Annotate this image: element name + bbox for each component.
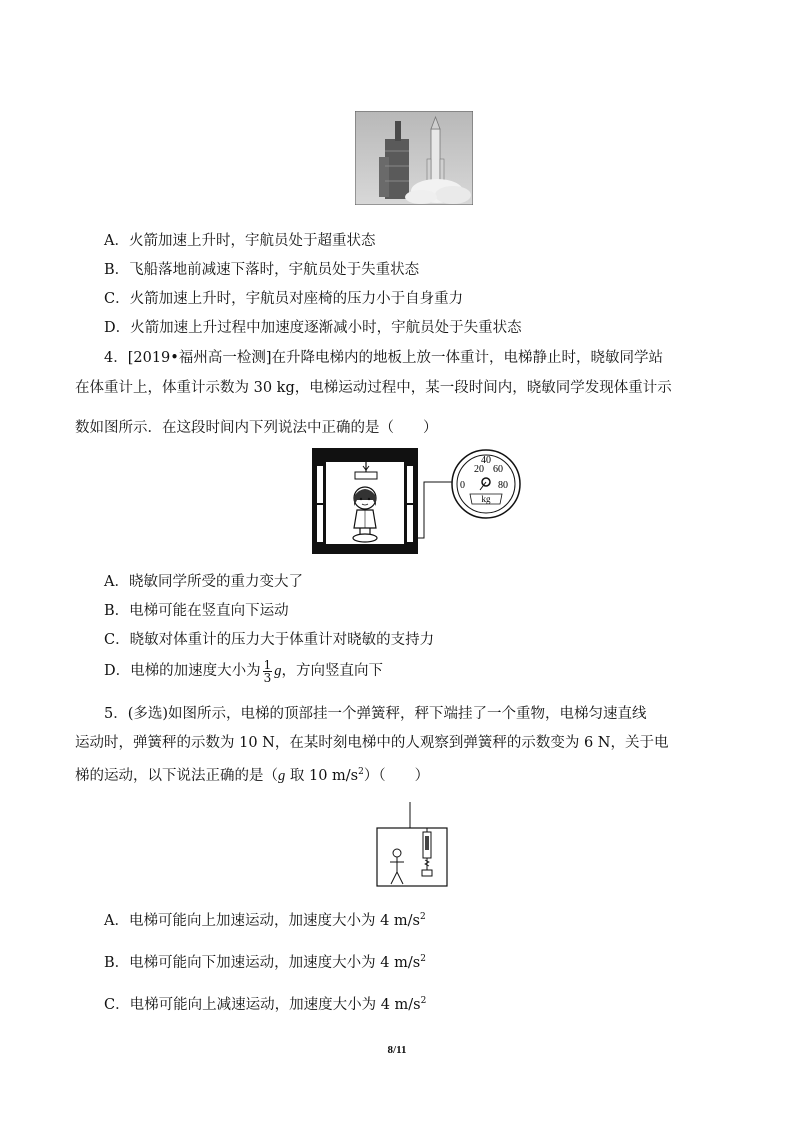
q5-option-b-sup: 2: [420, 954, 426, 964]
dial-tick-20: 20: [474, 464, 484, 475]
rocket-launch-photo: [355, 111, 473, 205]
q3-option-d: D．火箭加速上升过程中加速度逐渐减小时，宇航员处于失重状态: [104, 320, 522, 336]
q4-option-a: A．晓敏同学所受的重力变大了: [104, 574, 303, 590]
fraction: [263, 659, 273, 684]
q4-stem-line2: 在体重计上，体重计示数为 30 kg，电梯运动过程中，某一段时间内，晓敏同学发现体重计示: [75, 380, 672, 396]
q5-stem-line3-sup: 2: [358, 767, 364, 777]
q5-option-a: [104, 907, 426, 931]
fraction-numerator: 1: [263, 657, 272, 672]
q5-stem-line1: 5．(多选)如图所示，电梯的顶部挂一个弹簧秤，秤下端挂了一个重物，电梯匀速直线: [104, 706, 647, 722]
q5-option-b-text: B．电梯可能向下加速运动，加速度大小为 4 m/s: [104, 954, 421, 971]
q4-option-c: C．晓敏对体重计的压力大于体重计对晓敏的支持力: [104, 632, 435, 648]
q4-option-d-pre: D．电梯的加速度大小为: [104, 663, 261, 679]
q5-stem-line3: [75, 762, 429, 786]
q5-option-c: [104, 991, 426, 1015]
q5-option-b: [104, 949, 426, 973]
q5-option-a-sup: 2: [420, 912, 426, 922]
q5-stem-line2: 运动时，弹簧秤的示数为 10 N，在某时刻电梯中的人观察到弹簧秤的示数变为 6 N，关于电: [75, 735, 669, 751]
q5-stem-line3-pre: 梯的运动，以下说法正确的是（: [75, 767, 278, 784]
page-number: 8/11: [387, 1044, 407, 1056]
q4-stem-line3: 数如图所示．在这段时间内下列说法中正确的是（ ）: [75, 420, 438, 436]
q3-option-c: C．火箭加速上升时，宇航员对座椅的压力小于自身重力: [104, 291, 464, 307]
q5-stem-line3-post: ）（ ）: [363, 767, 430, 784]
dial-tick-80: 80: [498, 480, 508, 491]
q4-option-d: [104, 656, 383, 686]
q5-option-c-sup: 2: [420, 996, 427, 1006]
q5-option-a-text: A．电梯可能向上加速运动，加速度大小为 4 m/s: [104, 912, 420, 929]
q5-option-c-text: C．电梯可能向上减速运动，加速度大小为 4 m/s: [104, 996, 421, 1013]
spring-scale-elevator-figure: [375, 800, 449, 890]
q5-stem-line3-mid: 取 10 m/s: [285, 767, 359, 784]
q4-stem-line1: 4．[2019•福州高一检测]在升降电梯内的地板上放一体重计，电梯静止时，晓敏同学站: [104, 350, 663, 366]
fraction-denominator: 3: [263, 670, 272, 685]
q3-option-b: B．飞船落地前减速下落时，宇航员处于失重状态: [104, 262, 420, 278]
gravity-symbol: g: [274, 663, 282, 679]
elevator-scale-figure: [312, 448, 522, 556]
dial-unit: kg: [481, 494, 491, 504]
dial-tick-60: 60: [493, 464, 503, 475]
q5-g-symbol: g: [278, 767, 286, 784]
q4-option-b: B．电梯可能在竖直向下运动: [104, 603, 289, 619]
dial-tick-0: 0: [460, 480, 465, 491]
q4-option-d-post: ，方向竖直向下: [281, 663, 384, 679]
q3-option-a: A．火箭加速上升时，宇航员处于超重状态: [104, 233, 376, 249]
dial-tick-40: 40: [481, 455, 491, 466]
